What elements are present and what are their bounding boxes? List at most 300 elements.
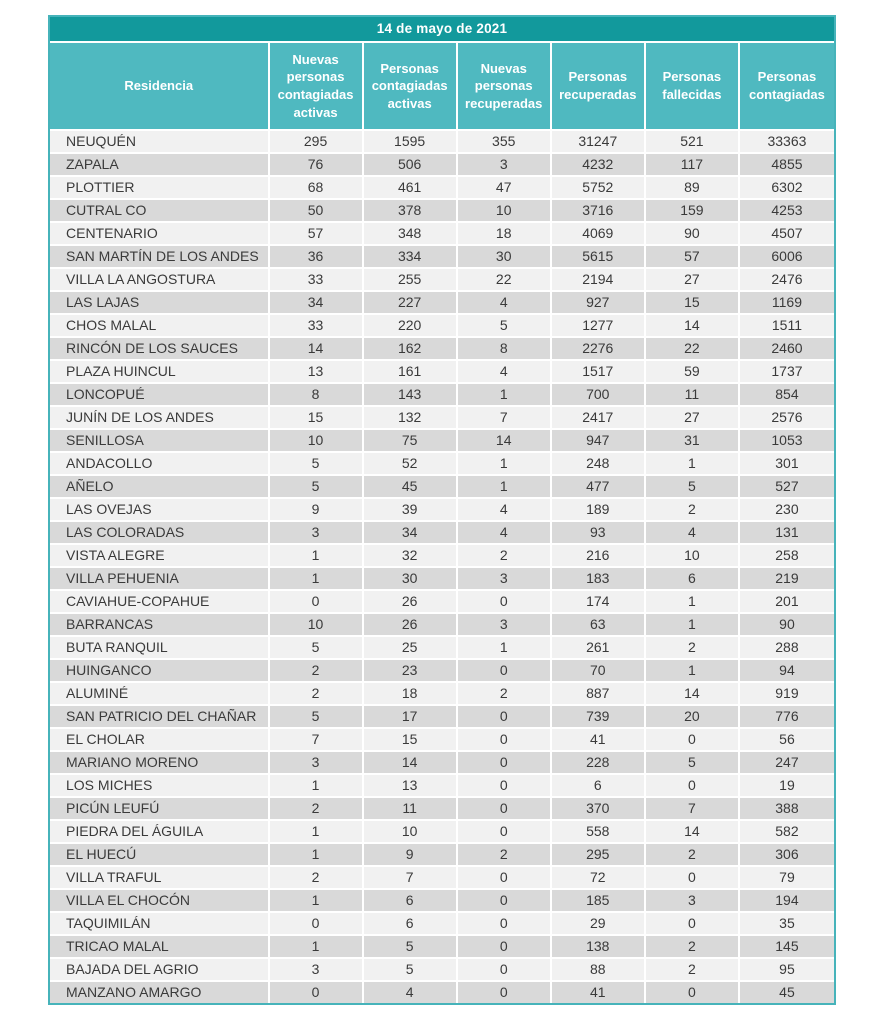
contagiadas-activas-cell: 227 [364, 292, 458, 315]
recuperadas-cell: 29 [552, 913, 646, 936]
contagiadas-activas-cell: 162 [364, 338, 458, 361]
contagiadas-activas-cell: 143 [364, 384, 458, 407]
table-row [50, 131, 834, 154]
recuperadas-cell: 739 [552, 706, 646, 729]
residence-name-cell: ANDACOLLO [50, 453, 270, 476]
contagiadas-activas-cell: 32 [364, 545, 458, 568]
contagiadas-cell: 56 [740, 729, 834, 752]
recuperadas-cell: 72 [552, 867, 646, 890]
nuevas-contagiadas-activas-cell: 5 [270, 453, 364, 476]
nuevas-recuperadas-cell: 2 [458, 545, 552, 568]
contagiadas-cell: 6006 [740, 246, 834, 269]
nuevas-recuperadas-cell: 8 [458, 338, 552, 361]
table-body [50, 131, 834, 1003]
nuevas-recuperadas-cell: 0 [458, 798, 552, 821]
table-row [50, 315, 834, 338]
contagiadas-cell: 35 [740, 913, 834, 936]
residence-name-cell: EL CHOLAR [50, 729, 270, 752]
residence-name-cell: VILLA EL CHOCÓN [50, 890, 270, 913]
residence-name-cell: NEUQUÉN [50, 131, 270, 154]
contagiadas-activas-cell: 334 [364, 246, 458, 269]
residence-name-cell: VILLA TRAFUL [50, 867, 270, 890]
contagiadas-cell: 90 [740, 614, 834, 637]
recuperadas-cell: 370 [552, 798, 646, 821]
recuperadas-cell: 558 [552, 821, 646, 844]
residence-name-cell: LAS OVEJAS [50, 499, 270, 522]
contagiadas-cell: 527 [740, 476, 834, 499]
nuevas-contagiadas-activas-cell: 1 [270, 844, 364, 867]
residence-name-cell: PIEDRA DEL ÁGUILA [50, 821, 270, 844]
nuevas-contagiadas-activas-cell: 14 [270, 338, 364, 361]
recuperadas-cell: 70 [552, 660, 646, 683]
residence-name-cell: CAVIAHUE-COPAHUE [50, 591, 270, 614]
table-row [50, 660, 834, 683]
table-row [50, 913, 834, 936]
nuevas-contagiadas-activas-cell: 0 [270, 982, 364, 1003]
nuevas-contagiadas-activas-cell: 295 [270, 131, 364, 154]
recuperadas-cell: 2276 [552, 338, 646, 361]
fallecidas-cell: 0 [646, 982, 740, 1003]
fallecidas-cell: 2 [646, 844, 740, 867]
table-row [50, 729, 834, 752]
contagiadas-cell: 288 [740, 637, 834, 660]
fallecidas-cell: 2 [646, 499, 740, 522]
contagiadas-activas-cell: 30 [364, 568, 458, 591]
contagiadas-cell: 94 [740, 660, 834, 683]
contagiadas-activas-cell: 23 [364, 660, 458, 683]
col-header-fallecidas: Personas fallecidas [646, 43, 740, 131]
table-row [50, 499, 834, 522]
table-row [50, 867, 834, 890]
nuevas-contagiadas-activas-cell: 3 [270, 959, 364, 982]
fallecidas-cell: 31 [646, 430, 740, 453]
residence-name-cell: LONCOPUÉ [50, 384, 270, 407]
contagiadas-cell: 258 [740, 545, 834, 568]
recuperadas-cell: 31247 [552, 131, 646, 154]
table-row [50, 200, 834, 223]
contagiadas-activas-cell: 26 [364, 591, 458, 614]
recuperadas-cell: 228 [552, 752, 646, 775]
nuevas-contagiadas-activas-cell: 68 [270, 177, 364, 200]
table-row [50, 384, 834, 407]
nuevas-recuperadas-cell: 18 [458, 223, 552, 246]
fallecidas-cell: 1 [646, 591, 740, 614]
table-row [50, 522, 834, 545]
fallecidas-cell: 14 [646, 821, 740, 844]
contagiadas-cell: 145 [740, 936, 834, 959]
contagiadas-activas-cell: 132 [364, 407, 458, 430]
residence-name-cell: SAN PATRICIO DEL CHAÑAR [50, 706, 270, 729]
nuevas-contagiadas-activas-cell: 0 [270, 913, 364, 936]
fallecidas-cell: 27 [646, 407, 740, 430]
nuevas-contagiadas-activas-cell: 8 [270, 384, 364, 407]
table-row [50, 798, 834, 821]
nuevas-recuperadas-cell: 3 [458, 568, 552, 591]
fallecidas-cell: 5 [646, 752, 740, 775]
nuevas-contagiadas-activas-cell: 0 [270, 591, 364, 614]
nuevas-recuperadas-cell: 0 [458, 982, 552, 1003]
table-row [50, 982, 834, 1003]
residence-name-cell: VILLA LA ANGOSTURA [50, 269, 270, 292]
table-row [50, 637, 834, 660]
nuevas-recuperadas-cell: 2 [458, 683, 552, 706]
nuevas-recuperadas-cell: 0 [458, 775, 552, 798]
contagiadas-cell: 19 [740, 775, 834, 798]
fallecidas-cell: 4 [646, 522, 740, 545]
nuevas-contagiadas-activas-cell: 2 [270, 798, 364, 821]
recuperadas-cell: 295 [552, 844, 646, 867]
contagiadas-activas-cell: 52 [364, 453, 458, 476]
nuevas-contagiadas-activas-cell: 1 [270, 568, 364, 591]
nuevas-recuperadas-cell: 0 [458, 936, 552, 959]
nuevas-contagiadas-activas-cell: 5 [270, 476, 364, 499]
fallecidas-cell: 10 [646, 545, 740, 568]
fallecidas-cell: 7 [646, 798, 740, 821]
col-header-residencia: Residencia [50, 43, 270, 131]
contagiadas-cell: 45 [779, 984, 795, 1000]
residence-name-cell: RINCÓN DE LOS SAUCES [50, 338, 270, 361]
recuperadas-cell: 4069 [552, 223, 646, 246]
contagiadas-activas-cell: 17 [364, 706, 458, 729]
contagiadas-activas-cell: 5 [364, 936, 458, 959]
nuevas-recuperadas-cell: 47 [458, 177, 552, 200]
contagiadas-cell: 1737 [740, 361, 834, 384]
contagiadas-activas-cell: 5 [364, 959, 458, 982]
recuperadas-cell: 88 [552, 959, 646, 982]
nuevas-contagiadas-activas-cell: 10 [270, 430, 364, 453]
nuevas-contagiadas-activas-cell: 57 [270, 223, 364, 246]
contagiadas-activas-cell: 348 [364, 223, 458, 246]
contagiadas-cell: 230 [740, 499, 834, 522]
nuevas-contagiadas-activas-cell: 3 [270, 752, 364, 775]
contagiadas-cell: 854 [740, 384, 834, 407]
col-header-contagiadas-activas: Personas contagiadas activas [364, 43, 458, 131]
fallecidas-cell: 2 [646, 959, 740, 982]
contagiadas-cell: 131 [740, 522, 834, 545]
contagiadas-cell: 919 [740, 683, 834, 706]
fallecidas-cell: 2 [646, 637, 740, 660]
fallecidas-cell: 0 [646, 729, 740, 752]
recuperadas-cell: 5615 [552, 246, 646, 269]
contagiadas-cell: 776 [740, 706, 834, 729]
fallecidas-cell: 15 [646, 292, 740, 315]
nuevas-contagiadas-activas-cell: 76 [270, 154, 364, 177]
recuperadas-cell: 700 [552, 384, 646, 407]
contagiadas-cell: 582 [740, 821, 834, 844]
contagiadas-activas-cell: 506 [364, 154, 458, 177]
residence-name-cell: SAN MARTÍN DE LOS ANDES [50, 246, 270, 269]
nuevas-contagiadas-activas-cell: 3 [270, 522, 364, 545]
contagiadas-activas-cell: 378 [364, 200, 458, 223]
recuperadas-cell: 1517 [552, 361, 646, 384]
table-row [50, 430, 834, 453]
residence-name-cell: PLAZA HUINCUL [50, 361, 270, 384]
table-row [50, 775, 834, 798]
contagiadas-cell: 4507 [740, 223, 834, 246]
contagiadas-activas-cell: 15 [364, 729, 458, 752]
residence-name-cell: PICÚN LEUFÚ [50, 798, 270, 821]
contagiadas-activas-cell: 10 [364, 821, 458, 844]
recuperadas-cell: 216 [552, 545, 646, 568]
nuevas-recuperadas-cell: 0 [458, 867, 552, 890]
contagiadas-activas-cell: 13 [364, 775, 458, 798]
contagiadas-cell: 388 [740, 798, 834, 821]
table-row [50, 154, 834, 177]
contagiadas-activas-cell: 461 [364, 177, 458, 200]
contagiadas-activas-cell: 39 [364, 499, 458, 522]
nuevas-contagiadas-activas-cell: 33 [270, 315, 364, 338]
nuevas-contagiadas-activas-cell: 50 [270, 200, 364, 223]
residence-name-cell: LAS LAJAS [50, 292, 270, 315]
contagiadas-activas-cell: 25 [364, 637, 458, 660]
contagiadas-cell: 1053 [740, 430, 834, 453]
table-date-title: 14 de mayo de 2021 [50, 17, 834, 43]
fallecidas-cell: 159 [646, 200, 740, 223]
contagiadas-cell: 1511 [740, 315, 834, 338]
recuperadas-cell: 183 [552, 568, 646, 591]
table-row [50, 545, 834, 568]
contagiadas-cell: 1169 [740, 292, 834, 315]
nuevas-recuperadas-cell: 14 [458, 430, 552, 453]
nuevas-recuperadas-cell: 0 [458, 890, 552, 913]
contagiadas-cell: 201 [740, 591, 834, 614]
table-row [50, 292, 834, 315]
nuevas-recuperadas-cell: 5 [458, 315, 552, 338]
fallecidas-cell: 6 [646, 568, 740, 591]
nuevas-recuperadas-cell: 4 [458, 361, 552, 384]
residence-name-cell: VISTA ALEGRE [50, 545, 270, 568]
contagiadas-activas-cell: 220 [364, 315, 458, 338]
contagiadas-activas-cell: 161 [364, 361, 458, 384]
nuevas-recuperadas-cell: 1 [458, 637, 552, 660]
table-row [50, 269, 834, 292]
table-row [50, 936, 834, 959]
fallecidas-cell: 14 [646, 683, 740, 706]
contagiadas-cell: 2576 [740, 407, 834, 430]
contagiadas-cell: 2460 [740, 338, 834, 361]
nuevas-recuperadas-cell: 0 [458, 959, 552, 982]
col-header-contagiadas: Personas contagiadas [740, 43, 834, 131]
nuevas-recuperadas-cell: 4 [458, 522, 552, 545]
nuevas-contagiadas-activas-cell: 33 [270, 269, 364, 292]
fallecidas-cell: 1 [646, 453, 740, 476]
contagiadas-activas-cell: 45 [364, 476, 458, 499]
nuevas-contagiadas-activas-cell: 1 [270, 545, 364, 568]
contagiadas-cell: 95 [740, 959, 834, 982]
residence-name-cell: ZAPALA [50, 154, 270, 177]
residence-name-cell: PLOTTIER [50, 177, 270, 200]
nuevas-recuperadas-cell: 355 [458, 131, 552, 154]
nuevas-recuperadas-cell: 0 [458, 591, 552, 614]
table-row [50, 453, 834, 476]
nuevas-contagiadas-activas-cell: 5 [270, 706, 364, 729]
table-row [50, 361, 834, 384]
residence-data-table [50, 43, 834, 1003]
fallecidas-cell: 59 [646, 361, 740, 384]
contagiadas-cell: 4855 [740, 154, 834, 177]
contagiadas-activas-cell: 255 [364, 269, 458, 292]
fallecidas-cell: 0 [646, 775, 740, 798]
recuperadas-cell: 189 [552, 499, 646, 522]
table-row [50, 683, 834, 706]
fallecidas-cell: 0 [646, 913, 740, 936]
col-header-recuperadas: Personas recuperadas [552, 43, 646, 131]
residence-name-cell: VILLA PEHUENIA [50, 568, 270, 591]
residence-name-cell: EL HUECÚ [50, 844, 270, 867]
table-row [50, 614, 834, 637]
residence-name-cell: BAJADA DEL AGRIO [50, 959, 270, 982]
residence-name-cell: BARRANCAS [50, 614, 270, 637]
nuevas-recuperadas-cell: 0 [458, 821, 552, 844]
contagiadas-activas-cell: 9 [364, 844, 458, 867]
contagiadas-activas-cell: 75 [364, 430, 458, 453]
nuevas-contagiadas-activas-cell: 10 [270, 614, 364, 637]
table-row [50, 890, 834, 913]
fallecidas-cell: 521 [646, 131, 740, 154]
residence-name-cell: MANZANO AMARGO [50, 982, 270, 1003]
residence-name-cell: MARIANO MORENO [50, 752, 270, 775]
contagiadas-activas-cell: 6 [364, 913, 458, 936]
fallecidas-cell: 27 [646, 269, 740, 292]
contagiadas-cell: 2476 [740, 269, 834, 292]
recuperadas-cell: 947 [552, 430, 646, 453]
nuevas-contagiadas-activas-cell: 13 [270, 361, 364, 384]
recuperadas-cell: 1277 [552, 315, 646, 338]
recuperadas-cell: 248 [552, 453, 646, 476]
nuevas-recuperadas-cell: 7 [458, 407, 552, 430]
nuevas-recuperadas-cell: 1 [458, 453, 552, 476]
table-row [50, 177, 834, 200]
nuevas-recuperadas-cell: 3 [458, 614, 552, 637]
residence-name-cell: TRICAO MALAL [50, 936, 270, 959]
residence-name-cell: CUTRAL CO [50, 200, 270, 223]
contagiadas-cell: 301 [740, 453, 834, 476]
residence-name-cell: HUINGANCO [50, 660, 270, 683]
recuperadas-cell: 477 [552, 476, 646, 499]
nuevas-recuperadas-cell: 1 [458, 384, 552, 407]
col-header-nuevas-contagiadas-activas: Nuevas personas contagiadas activas [270, 43, 364, 131]
nuevas-recuperadas-cell: 10 [458, 200, 552, 223]
residence-name-cell: TAQUIMILÁN [50, 913, 270, 936]
fallecidas-cell: 117 [646, 154, 740, 177]
nuevas-contagiadas-activas-cell: 1 [270, 775, 364, 798]
nuevas-recuperadas-cell: 0 [458, 913, 552, 936]
contagiadas-activas-cell: 1595 [364, 131, 458, 154]
residence-name-cell: CHOS MALAL [50, 315, 270, 338]
nuevas-contagiadas-activas-cell: 1 [270, 821, 364, 844]
recuperadas-cell: 174 [552, 591, 646, 614]
table-row [50, 752, 834, 775]
covid-stats-table [48, 15, 836, 1005]
contagiadas-cell: 194 [740, 890, 834, 913]
table-row [50, 844, 834, 867]
table-row [50, 223, 834, 246]
recuperadas-cell: 3716 [552, 200, 646, 223]
residence-name-cell: SENILLOSA [50, 430, 270, 453]
fallecidas-cell: 11 [646, 384, 740, 407]
nuevas-contagiadas-activas-cell: 2 [270, 867, 364, 890]
nuevas-recuperadas-cell: 4 [458, 292, 552, 315]
contagiadas-cell: 4253 [740, 200, 834, 223]
contagiadas-cell: 219 [740, 568, 834, 591]
nuevas-recuperadas-cell: 4 [458, 499, 552, 522]
nuevas-recuperadas-cell: 0 [458, 706, 552, 729]
residence-name-cell: BUTA RANQUIL [50, 637, 270, 660]
nuevas-contagiadas-activas-cell: 2 [270, 683, 364, 706]
recuperadas-cell: 927 [552, 292, 646, 315]
nuevas-recuperadas-cell: 22 [458, 269, 552, 292]
nuevas-contagiadas-activas-cell: 1 [270, 936, 364, 959]
contagiadas-activas-cell: 6 [364, 890, 458, 913]
table-row [50, 246, 834, 269]
table-row [50, 407, 834, 430]
nuevas-recuperadas-cell: 2 [458, 844, 552, 867]
table-row [50, 476, 834, 499]
table-row [50, 706, 834, 729]
residence-name-cell: LOS MICHES [50, 775, 270, 798]
recuperadas-cell: 5752 [552, 177, 646, 200]
fallecidas-cell: 89 [646, 177, 740, 200]
fallecidas-cell: 22 [646, 338, 740, 361]
recuperadas-cell: 2194 [552, 269, 646, 292]
contagiadas-cell: 79 [740, 867, 834, 890]
fallecidas-cell: 90 [646, 223, 740, 246]
recuperadas-cell: 138 [552, 936, 646, 959]
recuperadas-cell: 261 [552, 637, 646, 660]
contagiadas-activas-cell: 26 [364, 614, 458, 637]
nuevas-contagiadas-activas-cell: 2 [270, 660, 364, 683]
contagiadas-activas-cell: 18 [364, 683, 458, 706]
recuperadas-cell: 41 [552, 729, 646, 752]
contagiadas-cell: 33363 [740, 131, 834, 154]
contagiadas-activas-cell: 4 [364, 982, 458, 1003]
recuperadas-cell: 887 [552, 683, 646, 706]
residence-name-cell: CENTENARIO [50, 223, 270, 246]
recuperadas-cell: 4232 [552, 154, 646, 177]
recuperadas-cell: 6 [552, 775, 646, 798]
fallecidas-cell: 20 [646, 706, 740, 729]
nuevas-contagiadas-activas-cell: 1 [270, 890, 364, 913]
fallecidas-cell: 14 [646, 315, 740, 338]
nuevas-recuperadas-cell: 0 [458, 729, 552, 752]
contagiadas-activas-cell: 7 [364, 867, 458, 890]
residence-name-cell: AÑELO [50, 476, 270, 499]
nuevas-contagiadas-activas-cell: 36 [270, 246, 364, 269]
contagiadas-cell: 247 [740, 752, 834, 775]
nuevas-contagiadas-activas-cell: 15 [270, 407, 364, 430]
fallecidas-cell: 3 [646, 890, 740, 913]
table-header [50, 43, 834, 131]
nuevas-recuperadas-cell: 30 [458, 246, 552, 269]
nuevas-recuperadas-cell: 0 [458, 660, 552, 683]
nuevas-recuperadas-cell: 1 [458, 476, 552, 499]
fallecidas-cell: 2 [646, 936, 740, 959]
fallecidas-cell: 1 [646, 660, 740, 683]
recuperadas-cell: 93 [552, 522, 646, 545]
table-row [50, 591, 834, 614]
nuevas-recuperadas-cell: 0 [458, 752, 552, 775]
fallecidas-cell: 5 [646, 476, 740, 499]
residence-name-cell: JUNÍN DE LOS ANDES [50, 407, 270, 430]
fallecidas-cell: 57 [646, 246, 740, 269]
residence-name-cell: ALUMINÉ [50, 683, 270, 706]
contagiadas-activas-cell: 34 [364, 522, 458, 545]
recuperadas-cell: 41 [552, 982, 646, 1003]
fallecidas-cell: 0 [646, 867, 740, 890]
nuevas-contagiadas-activas-cell: 34 [270, 292, 364, 315]
table-row [50, 821, 834, 844]
contagiadas-cell: 6302 [740, 177, 834, 200]
